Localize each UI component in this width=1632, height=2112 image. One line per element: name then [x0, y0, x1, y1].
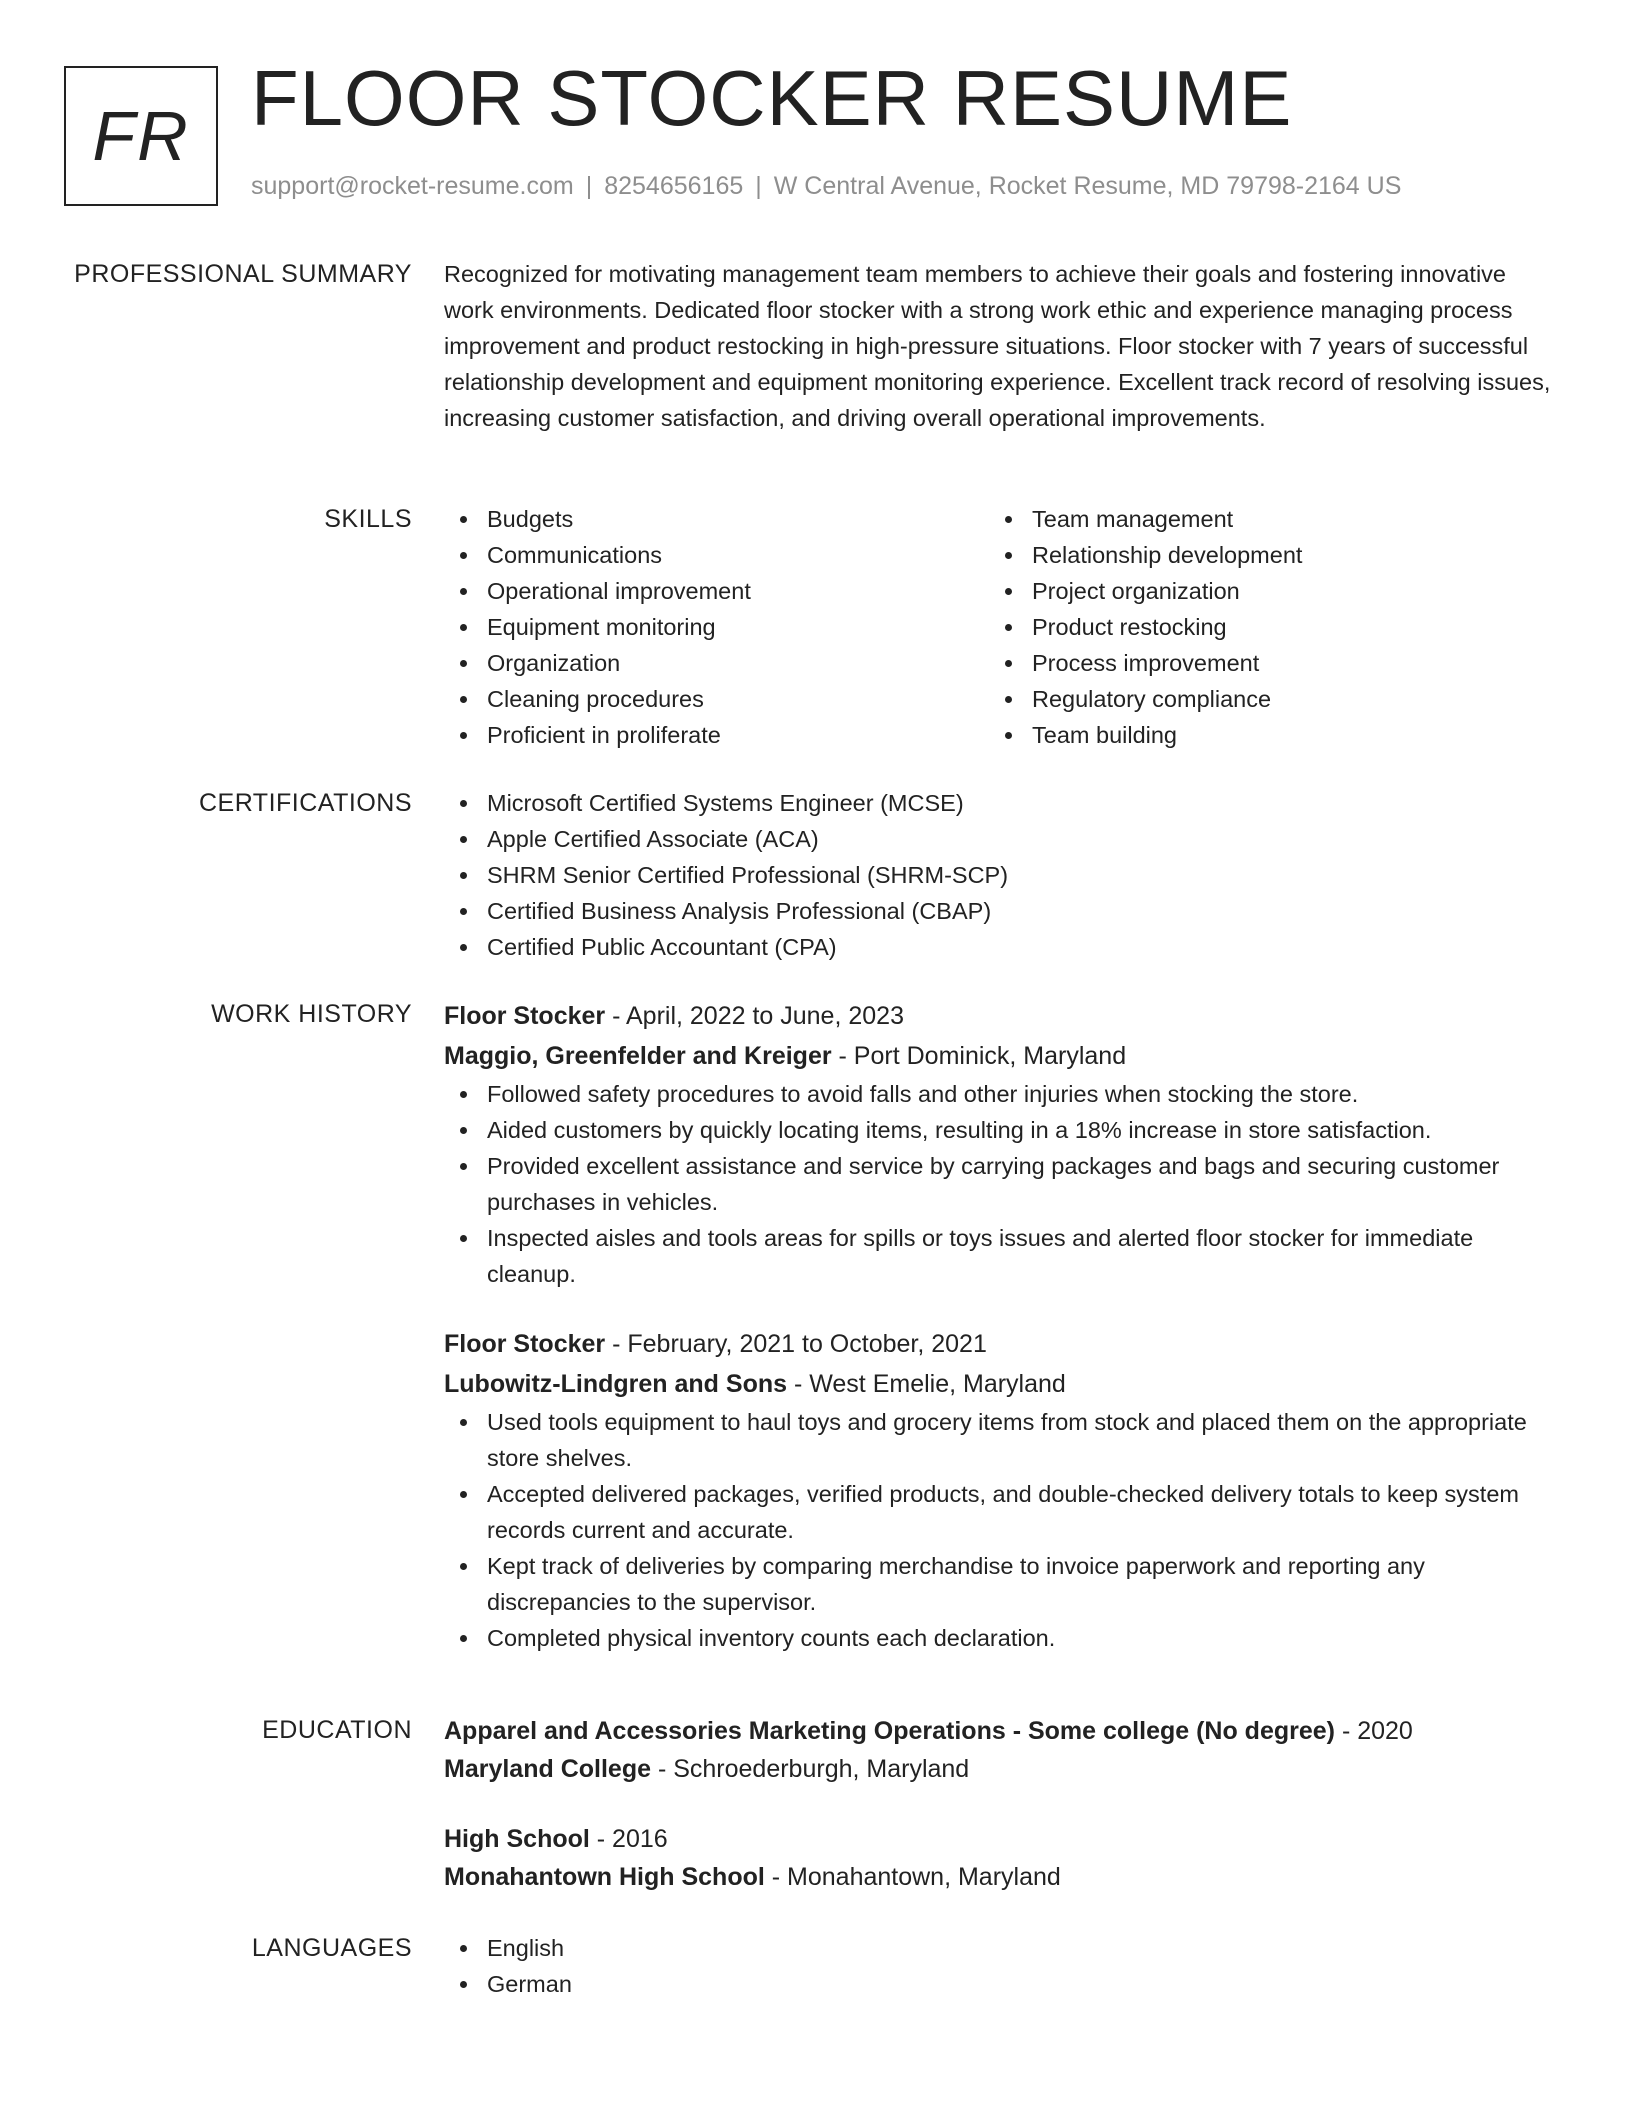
job-title-line — [444, 996, 1554, 1036]
summary-body — [444, 256, 1554, 436]
skill-item: Project organization — [989, 573, 1534, 609]
job-duties-list — [444, 1076, 1554, 1292]
section-title-languages: LANGUAGES — [251, 1934, 412, 1962]
job-role: Floor Stocker — [444, 1330, 606, 1358]
job-location: - Port Dominick, Maryland — [831, 1042, 1127, 1070]
certification-item: Certified Business Analysis Professional (CBAP) — [444, 893, 1554, 929]
certifications-list — [444, 785, 1554, 965]
skill-item: Relationship development — [989, 537, 1534, 573]
skills-body — [444, 501, 1554, 753]
job-duty: Aided customers by quickly locating items, resulting in a 18% increase in store satisfaction. — [444, 1112, 1554, 1148]
resume-title: FLOOR STOCKER RESUME — [251, 54, 1293, 142]
certifications-body — [444, 785, 1554, 965]
section-title-education: EDUCATION — [262, 1716, 412, 1744]
education-school: Monahantown High School — [444, 1863, 765, 1891]
section-title-certifications: CERTIFICATIONS — [198, 789, 412, 817]
education-school-line — [444, 1750, 1554, 1788]
language-item: German — [444, 1966, 1554, 2002]
languages-list — [444, 1930, 1554, 2002]
job-company: Maggio, Greenfelder and Kreiger — [444, 1042, 832, 1070]
job-duties-list — [444, 1404, 1554, 1656]
job-dates: - April, 2022 to June, 2023 — [605, 1002, 904, 1030]
skill-item: Equipment monitoring — [444, 609, 989, 645]
section-title-work: WORK HISTORY — [211, 1000, 412, 1028]
skill-item: Regulatory compliance — [989, 681, 1534, 717]
skills-list-left — [444, 501, 989, 753]
monogram-logo: FR — [64, 66, 218, 206]
skill-item: Organization — [444, 645, 989, 681]
certification-item: SHRM Senior Certified Professional (SHRM-SCP) — [444, 857, 1554, 893]
job-title-line — [444, 1324, 1554, 1364]
skill-item: Product restocking — [989, 609, 1534, 645]
job-duty: Provided excellent assistance and service by carrying packages and bags and securing customer purchases in vehicles. — [444, 1148, 1554, 1220]
education-degree: High School — [444, 1825, 590, 1853]
job-dates: - February, 2021 to October, 2021 — [605, 1330, 987, 1358]
work-body — [444, 996, 1554, 1656]
job-role: Floor Stocker — [444, 1002, 606, 1030]
job-entry — [444, 996, 1554, 1292]
skill-item: Communications — [444, 537, 989, 573]
education-entry — [444, 1820, 1554, 1896]
job-company-line — [444, 1036, 1554, 1076]
education-degree-line — [444, 1712, 1554, 1750]
job-duty: Followed safety procedures to avoid falls and other injuries when stocking the store. — [444, 1076, 1554, 1112]
education-location: - Monahantown, Maryland — [764, 1863, 1061, 1891]
section-title-summary: PROFESSIONAL SUMMARY — [74, 260, 412, 288]
job-duty: Kept track of deliveries by comparing merchandise to invoice paperwork and reporting any discrepancies to the supervisor. — [444, 1548, 1554, 1620]
education-degree-line — [444, 1820, 1554, 1858]
contact-email: support@rocket-resume.com — [251, 172, 574, 200]
job-location: - West Emelie, Maryland — [787, 1370, 1066, 1398]
education-degree: Apparel and Accessories Marketing Operations - Some college (No degree) — [444, 1717, 1335, 1745]
education-school-line — [444, 1858, 1554, 1896]
education-year: - 2016 — [589, 1825, 668, 1853]
skill-item: Cleaning procedures — [444, 681, 989, 717]
contact-separator: | — [585, 172, 593, 200]
skill-item: Operational improvement — [444, 573, 989, 609]
summary-text: Recognized for motivating management team members to achieve their goals and fostering innovative work environments. Dedicated floor stocker with a strong work ethic and experience managing process improvement and product restocking in high-pressure situations. Floor stocker with 7 years of successful relationship development and equipment monitoring experience. Excellent track record of resolving issues, increasing customer satisfaction, and driving overall operational improvements. — [444, 261, 1551, 431]
education-body — [444, 1712, 1554, 1896]
language-item: English — [444, 1930, 1554, 1966]
skill-item: Process improvement — [989, 645, 1534, 681]
job-company-line — [444, 1364, 1554, 1404]
education-entry — [444, 1712, 1554, 1788]
education-year: - 2020 — [1335, 1717, 1413, 1745]
job-duty: Inspected aisles and tools areas for spills or toys issues and alerted floor stocker for immediate cleanup. — [444, 1220, 1554, 1292]
education-location: - Schroederburgh, Maryland — [651, 1755, 970, 1783]
contact-phone: 8254656165 — [604, 172, 744, 200]
job-duty: Used tools equipment to haul toys and grocery items from stock and placed them on the appropriate store shelves. — [444, 1404, 1554, 1476]
section-title-skills: SKILLS — [324, 505, 412, 533]
job-duty: Completed physical inventory counts each declaration. — [444, 1620, 1554, 1656]
contact-separator: | — [755, 172, 762, 200]
skills-list-right — [989, 501, 1534, 753]
job-duty: Accepted delivered packages, verified products, and double-checked delivery totals to keep system records current and accurate. — [444, 1476, 1554, 1548]
education-school: Maryland College — [444, 1755, 651, 1783]
skill-item: Budgets — [444, 501, 989, 537]
job-company: Lubowitz-Lindgren and Sons — [444, 1370, 788, 1398]
contact-line — [251, 172, 1401, 201]
skill-item: Team building — [989, 717, 1534, 753]
skill-item: Proficient in proliferate — [444, 717, 989, 753]
certification-item: Microsoft Certified Systems Engineer (MCSE) — [444, 785, 1554, 821]
contact-address: W Central Avenue, Rocket Resume, MD 79798-2164 US — [773, 172, 1402, 200]
job-entry — [444, 1324, 1554, 1656]
languages-body — [444, 1930, 1554, 2002]
certification-item: Certified Public Accountant (CPA) — [444, 929, 1554, 965]
skill-item: Team management — [989, 501, 1534, 537]
certification-item: Apple Certified Associate (ACA) — [444, 821, 1554, 857]
